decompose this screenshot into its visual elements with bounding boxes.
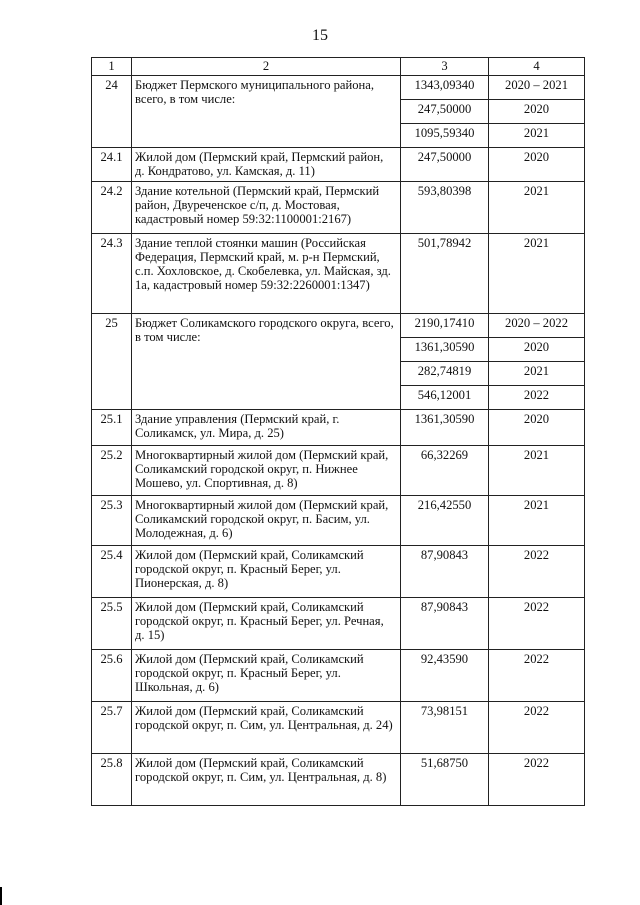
- amount-cell: 87,90843: [401, 546, 489, 598]
- amount-cell: 1361,30590: [401, 410, 489, 446]
- amount-cell: 1095,59340: [401, 124, 489, 148]
- group-row: [92, 314, 585, 338]
- table-row: [92, 182, 585, 234]
- row-number: 25.2: [92, 446, 132, 496]
- year-cell: 2022: [489, 386, 585, 410]
- row-name: Здание управления (Пермский край, г. Соликамск, ул. Мира, д. 25): [132, 410, 401, 446]
- year-cell: 2022: [489, 546, 585, 598]
- amount-cell: 247,50000: [401, 100, 489, 124]
- amount-cell: 216,42550: [401, 496, 489, 546]
- budget-table: [91, 57, 585, 806]
- year-cell: 2020: [489, 338, 585, 362]
- year-cell: 2021: [489, 182, 585, 234]
- amount-cell: 501,78942: [401, 234, 489, 314]
- year-cell: 2022: [489, 598, 585, 650]
- year-cell: 2022: [489, 650, 585, 702]
- amount-cell: 2190,17410: [401, 314, 489, 338]
- table-row: [92, 148, 585, 182]
- row-name: Жилой дом (Пермский край, Пермский район, д. Кондратово, ул. Камская, д. 11): [132, 148, 401, 182]
- year-cell: 2020 – 2022: [489, 314, 585, 338]
- amount-cell: 73,98151: [401, 702, 489, 754]
- row-number: 25.4: [92, 546, 132, 598]
- amount-cell: 51,68750: [401, 754, 489, 806]
- row-number: 25.8: [92, 754, 132, 806]
- row-name: Здание котельной (Пермский край, Пермский район, Двуреченское с/п, д. Мостовая, кадастровый номер 59:32:1100001:2167): [132, 182, 401, 234]
- amount-cell: 66,32269: [401, 446, 489, 496]
- row-name: Здание теплой стоянки машин (Российская Федерация, Пермский край, м. р-н Пермский, с.п. Хохловское, д. Скобелевка, ул. Майская, зд. 1а, кадастровый номер 59:32:2260001:1347): [132, 234, 401, 314]
- page-number: 15: [312, 27, 328, 44]
- amount-cell: 92,43590: [401, 650, 489, 702]
- row-number: 24.3: [92, 234, 132, 314]
- year-cell: 2022: [489, 702, 585, 754]
- amount-cell: 1343,09340: [401, 76, 489, 100]
- amount-cell: 1361,30590: [401, 338, 489, 362]
- scan-edge-mark: [0, 887, 10, 905]
- year-cell: 2020 – 2021: [489, 76, 585, 100]
- year-cell: 2021: [489, 446, 585, 496]
- amount-cell: 282,74819: [401, 362, 489, 386]
- row-number: 24.1: [92, 148, 132, 182]
- row-number: 25.6: [92, 650, 132, 702]
- year-cell: 2021: [489, 234, 585, 314]
- row-name: Жилой дом (Пермский край, Соликамский городской округ, п. Сим, ул. Центральная, д. 8): [132, 754, 401, 806]
- row-number: 25: [92, 314, 132, 410]
- amount-cell: 593,80398: [401, 182, 489, 234]
- row-number: 25.3: [92, 496, 132, 546]
- row-number: 25.5: [92, 598, 132, 650]
- row-name: Бюджет Пермского муниципального района, всего, в том числе:: [132, 76, 401, 148]
- table-row: [92, 234, 585, 314]
- header-cell: 3: [401, 58, 489, 76]
- row-name: Бюджет Соликамского городского округа, всего, в том числе:: [132, 314, 401, 410]
- amount-cell: 87,90843: [401, 598, 489, 650]
- year-cell: 2021: [489, 362, 585, 386]
- amount-cell: 247,50000: [401, 148, 489, 182]
- row-name: Жилой дом (Пермский край, Соликамский городской округ, п. Сим, ул. Центральная, д. 24): [132, 702, 401, 754]
- year-cell: 2020: [489, 410, 585, 446]
- table-row: [92, 650, 585, 702]
- year-cell: 2021: [489, 124, 585, 148]
- table-row: [92, 546, 585, 598]
- year-cell: 2021: [489, 496, 585, 546]
- table-row: [92, 754, 585, 806]
- row-number: 24: [92, 76, 132, 148]
- year-cell: 2022: [489, 754, 585, 806]
- header-cell: 2: [132, 58, 401, 76]
- row-number: 25.7: [92, 702, 132, 754]
- table-row: [92, 446, 585, 496]
- group-row: [92, 76, 585, 100]
- table-row: [92, 702, 585, 754]
- table-row: [92, 410, 585, 446]
- row-name: Многоквартирный жилой дом (Пермский край, Соликамский городской округ, п. Басим, ул. Молодежная, д. 6): [132, 496, 401, 546]
- row-name: Жилой дом (Пермский край, Соликамский городской округ, п. Красный Берег, ул. Школьная, д. 6): [132, 650, 401, 702]
- row-name: Многоквартирный жилой дом (Пермский край, Соликамский городской округ, п. Нижнее Мошево, ул. Спортивная, д. 8): [132, 446, 401, 496]
- row-number: 25.1: [92, 410, 132, 446]
- table-row: [92, 496, 585, 546]
- row-name: Жилой дом (Пермский край, Соликамский городской округ, п. Красный Берег, ул. Пионерская, д. 8): [132, 546, 401, 598]
- table-row: [92, 598, 585, 650]
- row-number: 24.2: [92, 182, 132, 234]
- row-name: Жилой дом (Пермский край, Соликамский городской округ, п. Красный Берег, ул. Речная, д. 15): [132, 598, 401, 650]
- year-cell: 2020: [489, 100, 585, 124]
- year-cell: 2020: [489, 148, 585, 182]
- table-header-row: [92, 58, 585, 76]
- amount-cell: 546,12001: [401, 386, 489, 410]
- header-cell: 4: [489, 58, 585, 76]
- header-cell: 1: [92, 58, 132, 76]
